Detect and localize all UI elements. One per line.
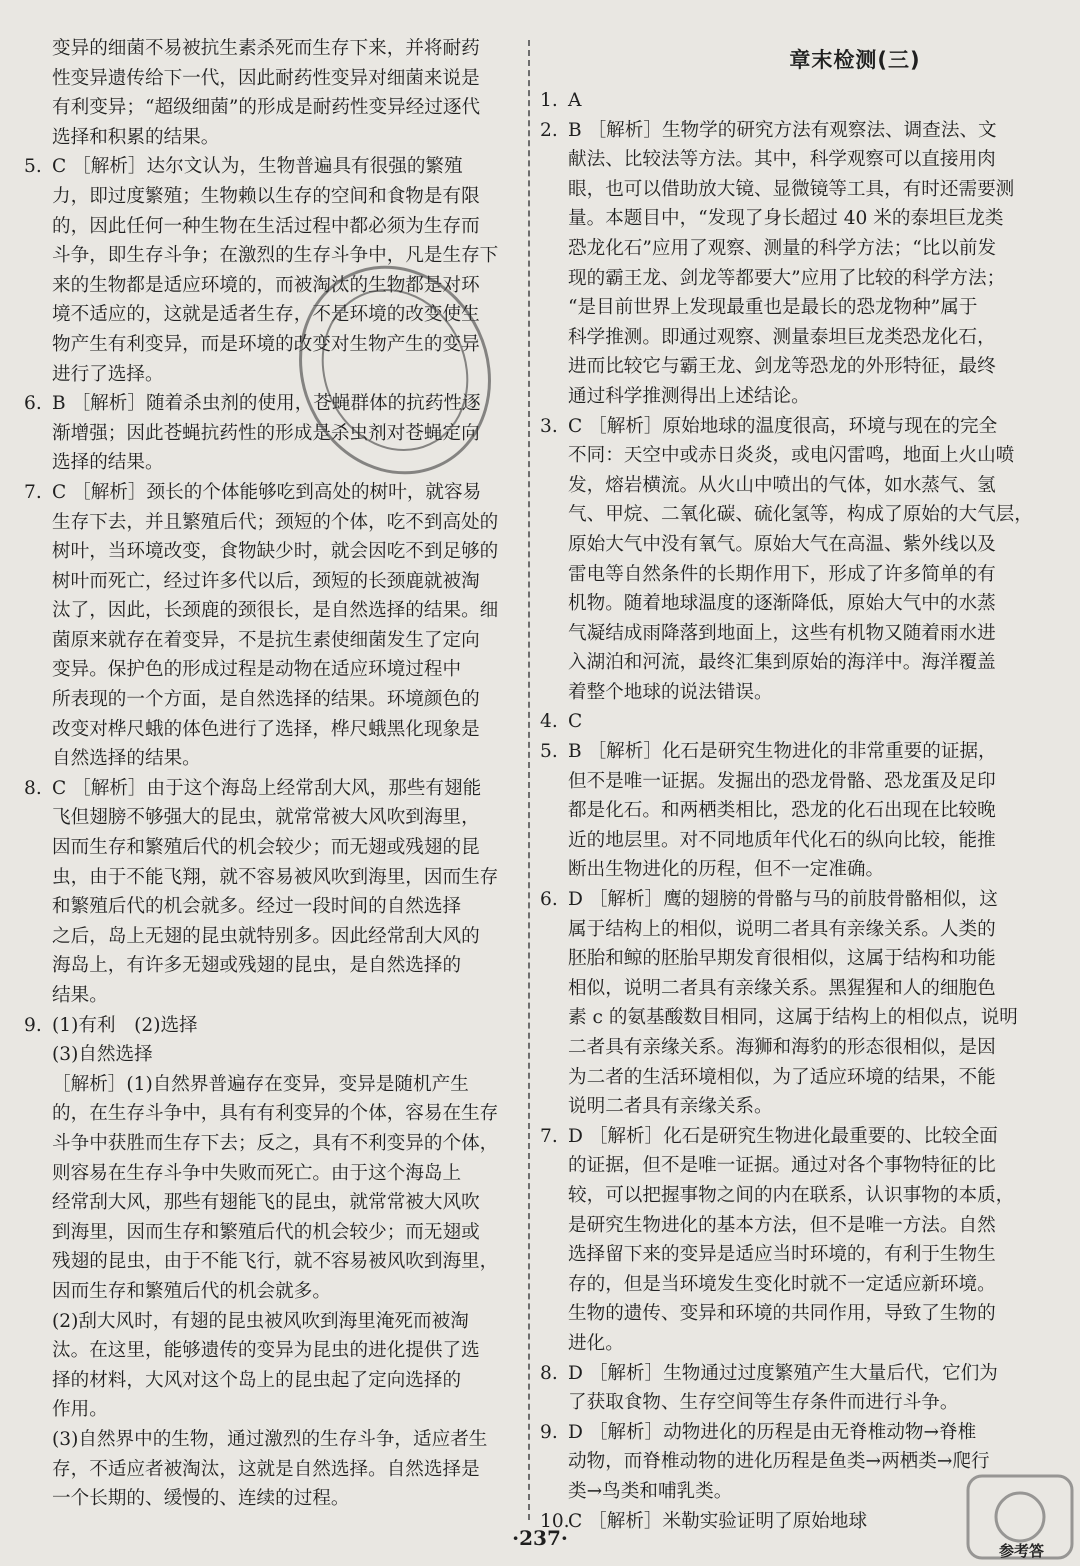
right-column [540, 34, 1040, 1536]
text-line [540, 1329, 1040, 1359]
line-text: (3)自然界中的生物，通过激烈的生存斗争，适应者生 [52, 1428, 488, 1450]
line-text: 树叶而死亡，经过许多代以后，颈短的长颈鹿就被淘 [52, 570, 480, 592]
text-line [540, 1063, 1040, 1093]
line-text: 断出生物进化的历程，但不一定准确。 [568, 859, 885, 881]
line-text: 近的地层里。对不同地质年代化石的纵向比较，能推 [568, 829, 996, 851]
line-text: 胚胎和鲸的胚胎早期发育很相似，这属于结构和功能 [568, 948, 996, 970]
text-line [540, 323, 1040, 353]
line-text: B ［解析］生物学的研究方法有观察法、调查法、文 [568, 119, 997, 141]
text-line [540, 1211, 1040, 1241]
line-text: 雷电等自然条件的长期作用下，形成了许多简单的有 [568, 563, 996, 585]
line-text: (1)有利 (2)选择 [52, 1014, 198, 1036]
line-text: 素 c 的氨基酸数目相同，这属于结构上的相似点，说明 [568, 1007, 1018, 1029]
text-line [540, 678, 1040, 708]
line-text: D ［解析］动物进化的历程是由无脊椎动物→脊椎 [568, 1421, 977, 1443]
text-line [24, 212, 524, 242]
line-text: 渐增强；因此苍蝇抗药性的形成是杀虫剂对苍蝇定向 [52, 422, 480, 444]
text-line [24, 685, 524, 715]
text-line [24, 508, 524, 538]
text-line [24, 1011, 524, 1041]
question-number: 4. [540, 711, 558, 733]
text-line [24, 1247, 524, 1277]
text-line [24, 1099, 524, 1129]
question-number: 6. [24, 393, 42, 415]
line-text: 一个长期的、缓慢的、连续的过程。 [52, 1488, 350, 1510]
text-line [24, 182, 524, 212]
line-text: 结果。 [52, 985, 108, 1006]
line-text: 气、甲烷、二氧化碳、硫化氢等，构成了原始的大气层， [568, 504, 1033, 526]
text-line [540, 412, 1040, 442]
text-line [540, 293, 1040, 323]
line-text: 和繁殖后代的机会就多。经过一段时间的自然选择 [52, 896, 462, 918]
line-text: 经常刮大风，那些有翅能飞的昆虫，就常常被大风吹 [52, 1192, 480, 1214]
text-line [24, 93, 524, 123]
text-line [24, 1336, 524, 1366]
line-text: 到海里，因而生存和繁殖后代的机会较少；而无翅或 [52, 1221, 480, 1243]
text-line [24, 1395, 524, 1425]
line-text: 存，不适应者被淘汰，这就是自然选择。自然选择是 [52, 1458, 480, 1480]
text-line [540, 86, 1040, 116]
line-text: A [568, 90, 582, 111]
line-text: (3)自然选择 [52, 1044, 153, 1066]
text-line [24, 241, 524, 271]
line-text: 发，熔岩横流。从火山中喷出的气体，如水蒸气、氢 [568, 474, 996, 496]
line-text: 作用。 [52, 1399, 108, 1421]
column-divider [528, 40, 530, 1520]
line-text: C ［解析］颈长的个体能够吃到高处的树叶，就容易 [52, 481, 482, 503]
line-text: 菌原来就存在着变异，不是抗生素使细菌发生了定向 [52, 629, 480, 651]
line-text: 的，在生存斗争中，具有有利变异的个体，容易在生存 [52, 1103, 499, 1125]
line-text: 飞但翅膀不够强大的昆虫，就常常被大风吹到海里， [52, 807, 480, 829]
text-line [540, 1122, 1040, 1152]
line-text: 着整个地球的说法错误。 [568, 681, 773, 703]
text-line [540, 737, 1040, 767]
text-line [24, 123, 524, 153]
line-text: C ［解析］原始地球的温度很高，环境与现在的完全 [568, 415, 998, 437]
text-line [540, 855, 1040, 885]
text-line [540, 1270, 1040, 1300]
line-text: 类→鸟类和哺乳类。 [568, 1480, 733, 1502]
text-line [24, 271, 524, 301]
text-line [540, 145, 1040, 175]
right-column-lines [540, 86, 1040, 1536]
line-text: ［解析］(1)自然界普遍存在变异，变异是随机产生 [52, 1073, 469, 1095]
text-line [540, 500, 1040, 530]
text-line [540, 826, 1040, 856]
line-text: C ［解析］米勒实验证明了原始地球 [568, 1510, 868, 1532]
footer-label: 参考答 [998, 1542, 1044, 1560]
line-text: 树叶，当环境改变，食物缺少时，就会因吃不到足够的 [52, 541, 499, 563]
question-number: 10. [540, 1510, 570, 1532]
text-line [24, 537, 524, 567]
text-line [540, 1447, 1040, 1477]
text-line [24, 655, 524, 685]
question-number: 6. [540, 889, 558, 911]
line-text: 海岛上，有许多无翅或残翅的昆虫，是自然选择的 [52, 955, 462, 977]
text-line [24, 951, 524, 981]
line-text: 属于结构上的相似，说明二者具有亲缘关系。人类的 [568, 918, 996, 940]
line-text: 相似，说明二者具有亲缘关系。黑猩猩和人的细胞色 [568, 977, 996, 999]
text-line [540, 1033, 1040, 1063]
text-line [540, 116, 1040, 146]
line-text: 选择的结果。 [52, 452, 164, 474]
question-number: 8. [540, 1362, 558, 1384]
line-text: 机物。随着地球温度的逐渐降低，原始大气中的水蒸 [568, 593, 996, 615]
page-number: ·237· [512, 1526, 568, 1550]
text-line [540, 589, 1040, 619]
line-text: 的，因此任何一种生物在生活过程中都必须为生存而 [52, 215, 480, 237]
line-text: 之后，岛上无翅的昆虫就特别多。因此经常刮大风的 [52, 925, 480, 947]
line-text: “是目前世界上发现最重也是最长的恐龙物种”属于 [568, 297, 978, 319]
line-text: 所表现的一个方面，是自然选择的结果。环境颜色的 [52, 689, 480, 711]
text-line [540, 204, 1040, 234]
text-line [24, 1188, 524, 1218]
text-line [540, 944, 1040, 974]
line-text: 物产生有利变异，而是环境的改变对生物产生的变异 [52, 333, 480, 355]
line-text: 因而生存和繁殖后代的机会就多。 [52, 1280, 331, 1302]
line-text: 较，可以把握事物之间的内在联系，认识事物的本质， [568, 1184, 1015, 1206]
line-text: 生物的遗传、变异和环境的共同作用，导致了生物的 [568, 1303, 996, 1325]
text-line [24, 596, 524, 626]
text-line [24, 1159, 524, 1189]
text-line [24, 1484, 524, 1514]
question-number: 1. [540, 90, 558, 111]
line-text: 都是化石。和两栖类相比，恐龙的化石出现在比较晚 [568, 800, 996, 822]
text-line [540, 796, 1040, 826]
line-text: 气凝结成雨降落到地面上，这些有机物又随着雨水进 [568, 622, 996, 644]
question-number: 9. [24, 1014, 42, 1036]
question-number: 7. [24, 481, 42, 503]
text-line [540, 234, 1040, 264]
line-text: 汰。在这里，能够遗传的变异为昆虫的进化提供了选 [52, 1340, 480, 1362]
line-text: 境不适应的，这就是适者生存，不是环境的改变使生 [52, 304, 480, 326]
line-text: 斗争，即生存斗争；在激烈的生存斗争中，凡是生存下 [52, 245, 499, 267]
section-title: 章末检测(三) [789, 48, 921, 72]
question-number: 7. [540, 1125, 558, 1147]
text-line [540, 767, 1040, 797]
text-line [540, 619, 1040, 649]
text-line [540, 1477, 1040, 1507]
line-text: 力，即过度繁殖；生物赖以生存的空间和食物是有限 [52, 185, 480, 207]
text-line [24, 567, 524, 597]
text-line [540, 885, 1040, 915]
text-line [540, 648, 1040, 678]
question-number: 2. [540, 119, 558, 141]
line-text: 入湖泊和河流，最终汇集到原始的海洋中。海洋覆盖 [568, 652, 996, 674]
line-text: 虫，由于不能飞翔，就不容易被风吹到海里，因而生存 [52, 866, 499, 888]
text-line [24, 1307, 524, 1337]
line-text: D ［解析］生物通过过度繁殖产生大量后代，它们为 [568, 1362, 998, 1384]
line-text: 变异。保护色的形成过程是动物在适应环境过程中 [52, 659, 462, 681]
line-text: 但不是唯一证据。发掘出的恐龙骨骼、恐龙蛋及足印 [568, 770, 996, 792]
line-text: 汰了，因此，长颈鹿的颈很长，是自然选择的结果。细 [52, 600, 499, 622]
text-line [540, 1359, 1040, 1389]
line-text: 性变异遗传给下一代，因此耐药性变异对细菌来说是 [52, 67, 480, 89]
line-text: 则容易在生存斗争中失败而死亡。由于这个海岛上 [52, 1162, 462, 1184]
text-line [24, 330, 524, 360]
line-text: 现的霸王龙、剑龙等都要大”应用了比较的科学方法； [568, 267, 1006, 289]
text-line [24, 1070, 524, 1100]
text-line [540, 1003, 1040, 1033]
line-text: 不同：天空中或赤日炎炎，或电闪雷鸣，地面上火山喷 [568, 445, 1015, 467]
text-line [24, 1129, 524, 1159]
text-line [24, 1455, 524, 1485]
line-text: D ［解析］鹰的翅膀的骨骼与马的前肢骨骼相似，这 [568, 889, 998, 911]
text-line [24, 152, 524, 182]
line-text: B ［解析］化石是研究生物进化的非常重要的证据， [568, 741, 997, 763]
left-column [24, 34, 524, 1514]
line-text: 动物，而脊椎动物的进化历程是鱼类→两栖类→爬行 [568, 1451, 990, 1473]
line-text: 择的材料，大风对这个岛上的昆虫起了定向选择的 [52, 1369, 462, 1391]
text-line [24, 863, 524, 893]
text-line [540, 974, 1040, 1004]
text-line [540, 471, 1040, 501]
text-line [540, 707, 1040, 737]
text-line [540, 382, 1040, 412]
text-line [24, 1366, 524, 1396]
text-line [540, 1151, 1040, 1181]
line-text: 来的生物都是适应环境的，而被淘汰的生物都是对环 [52, 274, 480, 296]
text-line [24, 1040, 524, 1070]
text-line [24, 715, 524, 745]
line-text: 存的，但是当环境发生变化时就不一定适应新环境。 [568, 1273, 996, 1295]
line-text: 了获取食物、生存空间等生存条件而进行斗争。 [568, 1392, 959, 1414]
text-line [540, 441, 1040, 471]
line-text: 因而生存和繁殖后代的机会较少；而无翅或残翅的昆 [52, 837, 480, 859]
line-text: 生存下去，并且繁殖后代；颈短的个体，吃不到高处的 [52, 511, 499, 533]
text-line [540, 915, 1040, 945]
text-line [24, 1425, 524, 1455]
text-line [540, 1092, 1040, 1122]
text-line [24, 833, 524, 863]
question-number: 5. [540, 741, 558, 763]
text-line [24, 892, 524, 922]
line-text: 改变对桦尺蛾的体色进行了选择，桦尺蛾黑化现象是 [52, 718, 480, 740]
text-line [24, 922, 524, 952]
line-text: 眼，也可以借助放大镜、显微镜等工具，有时还需要测 [568, 178, 1015, 200]
line-text: 选择和积累的结果。 [52, 126, 220, 148]
question-number: 8. [24, 777, 42, 799]
line-text: 的证据，但不是唯一证据。通过对各个事物特征的比 [568, 1155, 996, 1177]
line-text: 进行了选择。 [52, 363, 164, 385]
line-text: (2)刮大风时，有翅的昆虫被风吹到海里淹死而被淘 [52, 1310, 469, 1332]
text-line [540, 1388, 1040, 1418]
line-text: C [568, 711, 583, 733]
text-line [24, 34, 524, 64]
text-line [24, 419, 524, 449]
line-text: 量。本题目中，“发现了身长超过 40 米的泰坦巨龙类 [568, 208, 1004, 230]
line-text: 残翅的昆虫，由于不能飞行，就不容易被风吹到海里， [52, 1251, 499, 1273]
text-line [540, 1299, 1040, 1329]
line-text: 恐龙化石”应用了观察、测量的科学方法；“比以前发 [568, 237, 997, 259]
text-line [24, 626, 524, 656]
line-text: 有利变异；“超级细菌”的形成是耐药性变异经过逐代 [52, 97, 481, 119]
text-line [24, 448, 524, 478]
line-text: 自然选择的结果。 [52, 748, 201, 770]
text-line [24, 803, 524, 833]
text-line [24, 300, 524, 330]
line-text: 变异的细菌不易被抗生素杀死而生存下来，并将耐药 [52, 38, 480, 59]
question-number: 3. [540, 415, 558, 437]
text-line [540, 352, 1040, 382]
text-line [540, 175, 1040, 205]
text-line [24, 389, 524, 419]
line-text: 献法、比较法等方法。其中，科学观察可以直接用肉 [568, 149, 996, 171]
line-text: 二者具有亲缘关系。海狮和海豹的形态很相似，是因 [568, 1037, 996, 1058]
line-text: 说明二者具有亲缘关系。 [568, 1096, 773, 1118]
text-line [24, 744, 524, 774]
text-line [24, 360, 524, 390]
text-line [540, 530, 1040, 560]
line-text: C ［解析］达尔文认为，生物普遍具有很强的繁殖 [52, 156, 463, 178]
line-text: 斗争中获胜而生存下去；反之，具有不利变异的个体， [52, 1132, 499, 1154]
line-text: 选择留下来的变异是适应当时环境的，有利于生物生 [568, 1244, 996, 1266]
text-line [540, 1240, 1040, 1270]
text-line [24, 1277, 524, 1307]
line-text: 进而比较它与霸王龙、剑龙等恐龙的外形特征，最终 [568, 356, 996, 378]
question-number: 5. [24, 156, 42, 178]
line-text: C ［解析］由于这个海岛上经常刮大风，那些有翅能 [52, 777, 482, 799]
line-text: D ［解析］化石是研究生物进化最重要的、比较全面 [568, 1125, 998, 1147]
line-text: 是研究生物进化的基本方法，但不是唯一方法。自然 [568, 1214, 996, 1236]
text-line [540, 1181, 1040, 1211]
text-line [24, 478, 524, 508]
text-line [540, 264, 1040, 294]
line-text: 为二者的生活环境相似，为了适应环境的结果，不能 [568, 1066, 996, 1088]
text-line [24, 774, 524, 804]
line-text: 通过科学推测得出上述结论。 [568, 385, 810, 407]
line-text: 科学推测。即通过观察、测量泰坦巨龙类恐龙化石， [568, 326, 996, 348]
line-text: 进化。 [568, 1332, 624, 1354]
line-text: 原始大气中没有氧气。原始大气在高温、紫外线以及 [568, 533, 996, 555]
line-text: B ［解析］随着杀虫剂的使用，苍蝇群体的抗药性逐 [52, 393, 481, 415]
text-line [24, 1218, 524, 1248]
text-line [24, 64, 524, 94]
text-line [24, 981, 524, 1011]
text-line [540, 1418, 1040, 1448]
question-number: 9. [540, 1421, 558, 1443]
text-line [540, 560, 1040, 590]
